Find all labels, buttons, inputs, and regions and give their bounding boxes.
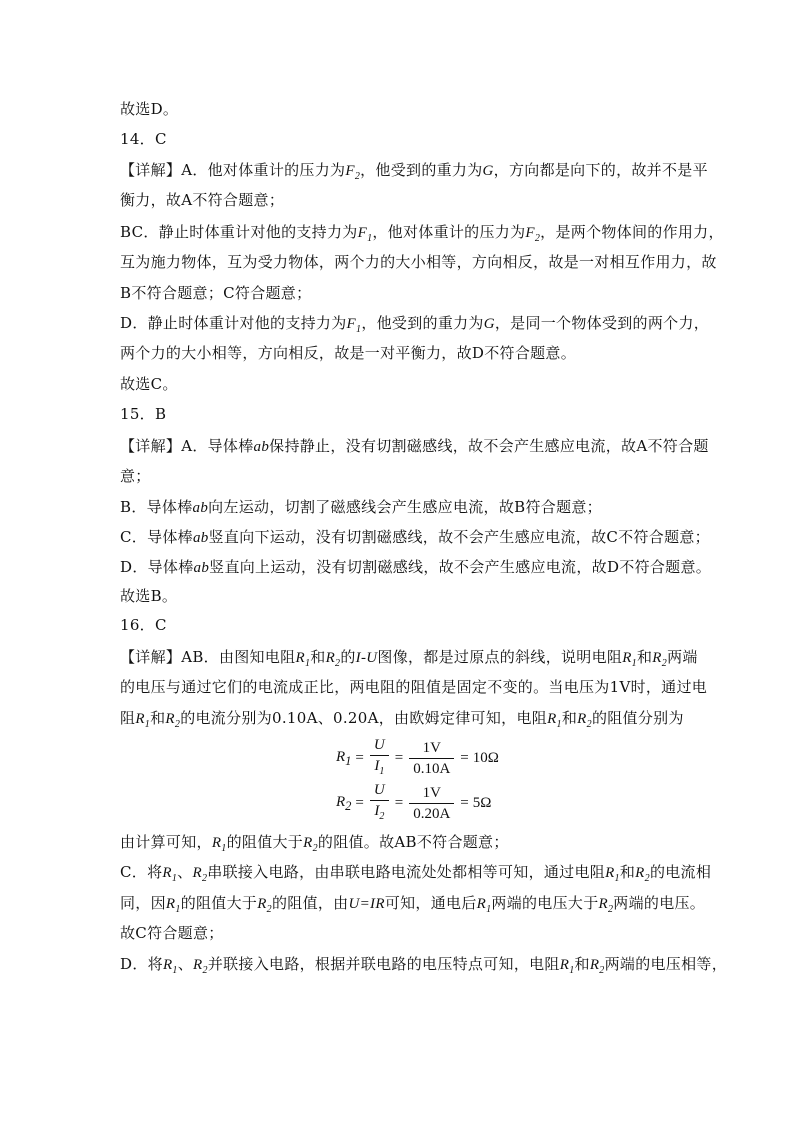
formula-r1 [336, 736, 499, 781]
text: 和 [150, 709, 166, 727]
text: 两端的电压。 [613, 894, 706, 912]
result: 5Ω [472, 795, 492, 811]
text-line [120, 708, 684, 735]
var [325, 650, 341, 669]
var [257, 896, 272, 915]
var [547, 711, 562, 730]
text-line [120, 99, 178, 119]
text-line [120, 313, 709, 340]
var [193, 957, 208, 976]
text: 1 [569, 965, 575, 976]
text-line [120, 677, 707, 697]
text: R [325, 650, 336, 666]
text: R [257, 896, 267, 912]
equals-sign: = [394, 750, 404, 766]
var [135, 711, 151, 730]
text: 和 [574, 955, 590, 973]
text: R [336, 793, 346, 810]
text: 2 [202, 965, 208, 976]
text: 1 [367, 233, 373, 244]
fraction [409, 739, 454, 778]
var [165, 896, 181, 915]
text: 衡力，故A不符合题意； [120, 191, 285, 209]
text: R [605, 865, 615, 881]
var [165, 711, 181, 730]
text: BC．静止时体重计对他的支持力为 [120, 223, 358, 241]
text: R [635, 865, 645, 881]
text: 保持静止，没有切割磁感线，故不会产生感应电流，故A不符合题 [269, 437, 709, 455]
numerator: 1V [409, 784, 454, 804]
var [589, 957, 605, 976]
text: 1 [171, 873, 178, 884]
var [303, 835, 318, 854]
text: 【详解】AB．由图知电阻 [120, 648, 296, 666]
text: 的阻值分别为 [591, 709, 684, 727]
text: 1 [221, 843, 227, 854]
text-line [120, 497, 602, 518]
text: R [336, 748, 346, 765]
text: 2 [174, 719, 181, 730]
text: 2 [312, 843, 318, 854]
var [192, 865, 208, 884]
result: 10Ω [472, 750, 499, 766]
text: R [165, 896, 176, 912]
text: F [525, 225, 535, 241]
text: 故C符合题意； [120, 924, 224, 942]
text: D．导体棒 [120, 558, 194, 576]
text: 2 [586, 719, 592, 730]
text-line [120, 252, 717, 272]
var: ab [192, 530, 209, 546]
text: 两个力的大小相等，方向相反，故是一对平衡力，故D不符合题意。 [120, 344, 577, 362]
text: ，他受到的重力为 [361, 314, 484, 332]
text: 2 [354, 171, 361, 182]
equals-sign: = [460, 750, 469, 766]
text: 的电流相 [649, 863, 712, 881]
text: 2 [379, 811, 385, 822]
fraction [370, 781, 389, 826]
text: 阻 [120, 709, 136, 727]
text: 【详解】A．导体棒 [120, 437, 254, 455]
text: 1 [556, 719, 562, 730]
text: 1 [631, 658, 637, 669]
text: 2 [661, 658, 668, 669]
text-line [120, 647, 698, 674]
var [605, 865, 620, 884]
text: 竖直向上运动，没有切割磁感线，故不会产生感应电流，故D不符合题意。 [209, 558, 712, 576]
var [622, 650, 637, 669]
text: 和 [619, 863, 636, 881]
text: ，是两个物体间的作用力， [540, 223, 724, 241]
text: R [577, 711, 587, 727]
text: 两端的电压大于 [491, 894, 599, 912]
var [635, 865, 650, 884]
var [162, 957, 178, 976]
denominator: 0.20A [413, 806, 451, 822]
text: 的阻值。故AB不符合题意； [317, 833, 509, 851]
text: 的阻值，由 [271, 894, 349, 912]
denominator [370, 756, 389, 781]
text: 和 [310, 648, 326, 666]
text: D．将 [120, 955, 163, 973]
text: 1 [304, 658, 311, 669]
text-line [120, 586, 177, 606]
equals-sign: = [355, 750, 364, 766]
var [357, 225, 373, 244]
formula-r2 [336, 781, 491, 826]
text: 1 [614, 873, 620, 884]
fraction [409, 784, 454, 823]
var [345, 163, 361, 182]
numerator: U [370, 781, 389, 801]
fraction [370, 736, 389, 781]
var [295, 650, 311, 669]
text: 串联接入电路，由串联电路电流处处都相等可知，通过电阻 [207, 863, 606, 881]
text: 两端的电压相等， [604, 955, 727, 973]
text-line [120, 222, 724, 249]
text: 互为施力物体，互为受力物体，两个力的大小相等，方向相反，故是一对相互作用力，故 [120, 253, 717, 271]
text: 2 [599, 965, 605, 976]
var [652, 650, 668, 669]
text: ，方向都是向下的，故并不是平 [493, 161, 708, 179]
text: 2 [266, 904, 272, 915]
text: 1 [379, 766, 385, 777]
equals-sign: = [394, 795, 404, 811]
text: ，是同一个物体受到的两个力， [494, 314, 710, 332]
equals-sign: = [460, 795, 469, 811]
var [598, 896, 614, 915]
text: 的阻值大于 [180, 894, 258, 912]
text: F [345, 163, 355, 179]
text: 2 [607, 904, 614, 915]
text: 1 [175, 904, 181, 915]
var: G [483, 316, 495, 332]
text: ，他受到的重力为 [360, 161, 483, 179]
text: 故选C。 [120, 375, 178, 393]
text: R [295, 650, 305, 666]
text: 竖直向下运动，没有切割磁感线，故不会产生感应电流，故C不符合题意； [208, 528, 710, 546]
text: ，他对体重计的压力为 [372, 223, 526, 241]
text-line [120, 374, 178, 394]
var: ab [192, 500, 209, 516]
text-line [120, 893, 705, 920]
text: R [211, 835, 222, 851]
text: 、 [177, 863, 193, 881]
text: 2 [534, 233, 541, 244]
text: 和 [561, 709, 578, 727]
text: 2 [644, 873, 650, 884]
text: 并联接入电路，根据并联电路的电压特点可知，电阻 [207, 955, 560, 973]
text: 的电流分别为0.10A、0.20A，由欧姆定律可知，电阻 [180, 709, 548, 727]
text-line [120, 160, 708, 187]
var [162, 865, 178, 884]
text: 1 [172, 965, 178, 976]
text: R [303, 835, 313, 851]
text-line [120, 466, 151, 486]
text: 2 [335, 658, 341, 669]
text: R [652, 650, 662, 666]
text-line [120, 832, 509, 859]
var: U=IR [348, 896, 385, 912]
text: F [357, 225, 368, 241]
text: R [165, 711, 175, 727]
text: I [374, 803, 380, 819]
var: G [482, 163, 494, 179]
denominator [370, 801, 389, 826]
text: 1 [356, 324, 362, 335]
text: R [598, 896, 608, 912]
text-line [120, 343, 576, 363]
text: R [162, 865, 172, 881]
text: 2 [345, 798, 352, 813]
var: I-U [355, 650, 378, 666]
text: 1 [345, 753, 352, 768]
text: R [476, 896, 487, 912]
text: F [346, 316, 356, 332]
text: C．导体棒 [120, 528, 193, 546]
text: 故选B。 [120, 587, 178, 605]
text-line [120, 283, 311, 303]
equals-sign: = [355, 795, 364, 811]
answer-heading-14 [120, 129, 167, 149]
text: I [374, 758, 380, 774]
text: B不符合题意；C符合题意； [120, 284, 312, 302]
var [577, 711, 592, 730]
text-line [120, 954, 727, 981]
var [336, 749, 351, 769]
var [476, 896, 492, 915]
text: 1 [486, 904, 492, 915]
text: 故选D。 [120, 100, 179, 118]
text: R [162, 957, 173, 973]
text: 和 [636, 648, 653, 666]
text: 的电压与通过它们的电流成正比，两电阻的阻值是固定不变的。当电压为1V时，通过电 [120, 678, 708, 696]
text: 意； [120, 467, 151, 485]
text: 的阻值大于 [226, 833, 304, 851]
text: R [589, 957, 600, 973]
text: R [559, 957, 570, 973]
text: B．导体棒 [120, 498, 193, 516]
text: R [547, 711, 557, 727]
text: 14．C [120, 130, 167, 148]
text: R [135, 711, 145, 727]
text: 向左运动，切割了磁感线会产生感应电流，故B符合题意； [208, 498, 602, 516]
text: R [622, 650, 632, 666]
text: 的 [340, 648, 356, 666]
var [346, 316, 362, 335]
text: 【详解】A．他对体重计的压力为 [120, 161, 346, 179]
answer-heading-15 [120, 404, 166, 424]
var [525, 225, 541, 244]
text-line [120, 527, 710, 548]
text: 图像，都是过原点的斜线，说明电阻 [377, 648, 623, 666]
text: 可知，通电后 [384, 894, 477, 912]
text: 由计算可知， [120, 833, 212, 851]
text: 2 [201, 873, 208, 884]
var [336, 794, 351, 814]
text: D．静止时体重计对他的支持力为 [120, 314, 347, 332]
text-line [120, 190, 284, 210]
text: 、 [177, 955, 194, 973]
text-line [120, 862, 711, 889]
text: 同，因 [120, 894, 166, 912]
text: C．将 [120, 863, 163, 881]
text-line [120, 557, 711, 578]
text-line [120, 923, 224, 943]
var: ab [193, 560, 210, 576]
var [559, 957, 575, 976]
var: ab [253, 439, 270, 455]
text: 16．C [120, 616, 167, 634]
var [211, 835, 227, 854]
text-line [120, 436, 709, 457]
numerator: 1V [409, 739, 454, 759]
text: 1 [144, 719, 151, 730]
text: R [192, 865, 202, 881]
text: 两端 [667, 648, 698, 666]
answer-heading-16 [120, 615, 167, 635]
text: R [193, 957, 203, 973]
text: 15．B [120, 405, 167, 423]
numerator: U [370, 736, 389, 756]
denominator: 0.10A [413, 761, 451, 777]
